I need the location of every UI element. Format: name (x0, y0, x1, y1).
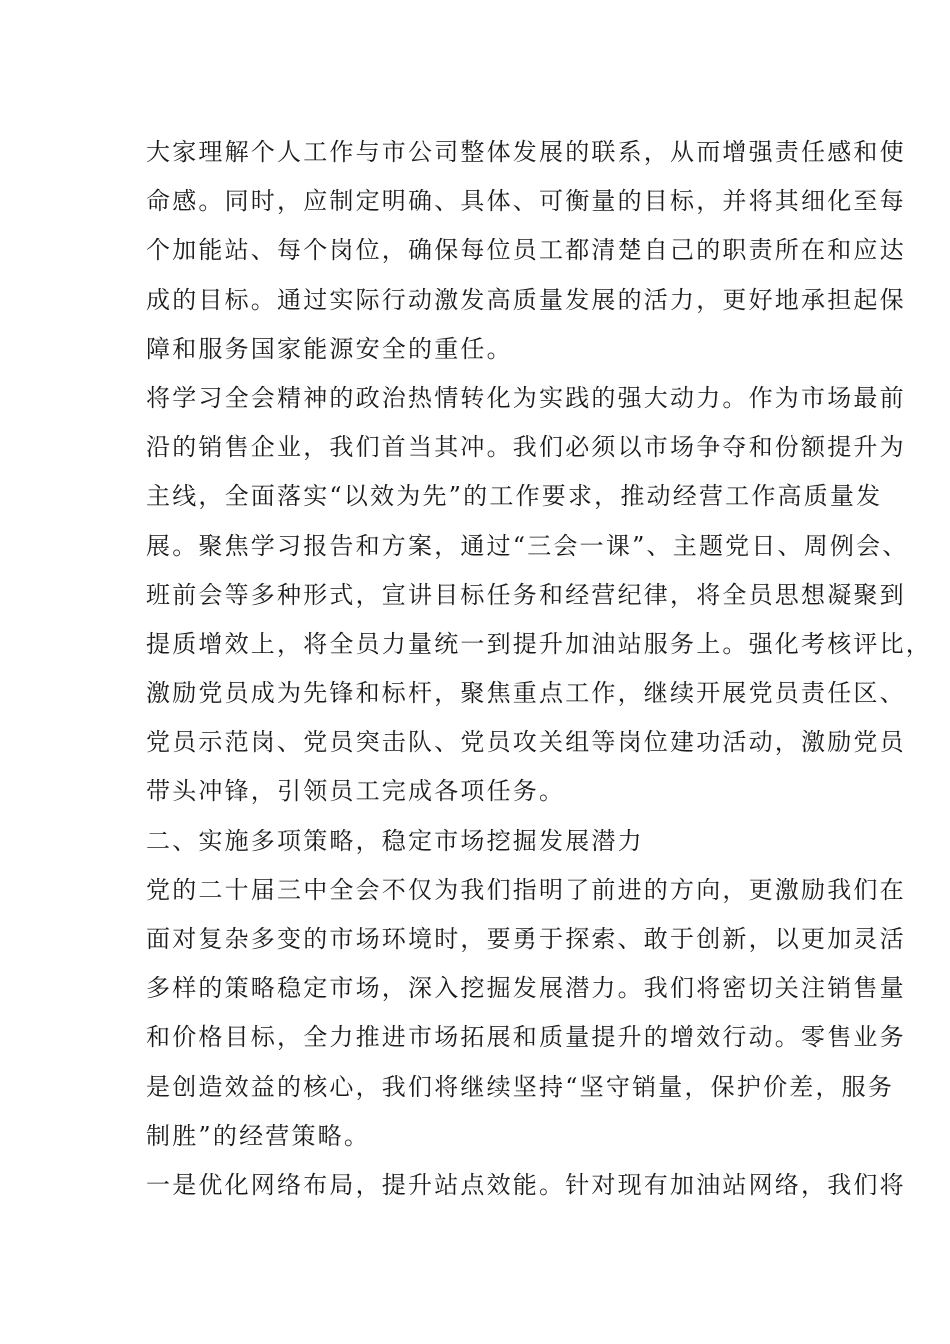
text-line: 主线，全面落实“以效为先”的工作要求，推动经营工作高质量发 (146, 482, 883, 511)
text-line: 成的目标。通过实际行动激发高质量发展的活力，更好地承担起保 (146, 285, 906, 314)
text-line: 沿的销售企业，我们首当其冲。我们必须以市场争夺和份额提升为 (146, 433, 906, 462)
text-line: 激励党员成为先锋和标杆，聚焦重点工作，继续开展党员责任区、 (146, 679, 906, 708)
text-line: 大家理解个人工作与市公司整体发展的联系，从而增强责任感和使 (146, 138, 906, 166)
document-body (146, 128, 932, 1210)
text-line: 提质增效上，将全员力量统一到提升加油站服务上。强化考核评比， (146, 629, 932, 658)
text-line: 面对复杂多变的市场环境时，要勇于探索、敢于创新，以更加灵活 (146, 925, 906, 953)
text-line: 个加能站、每个岗位，确保每位员工都清楚自己的职责所在和应达 (146, 236, 906, 265)
text-line: 和价格目标，全力推进市场拓展和质量提升的增效行动。零售业务 (146, 1023, 906, 1052)
text-line: 带头冲锋，引领员工完成各项任务。 (146, 777, 566, 806)
text-line: 班前会等多种形式，宣讲目标任务和经营纪律，将全员思想凝聚到 (146, 580, 906, 609)
text-line: 党员示范岗、党员突击队、党员攻关组等岗位建功活动，激励党员 (146, 728, 906, 757)
text-line: 制胜”的经营策略。 (146, 1121, 371, 1150)
text-line: 一是优化网络布局，提升站点效能。针对现有加油站网络，我们将 (146, 1170, 906, 1199)
text-line: 将学习全会精神的政治热情转化为实践的强大动力。作为市场最前 (146, 383, 906, 412)
text-line: 命感。同时，应制定明确、具体、可衡量的目标，并将其细化至每 (146, 187, 906, 216)
text-line: 展。聚焦学习报告和方案，通过“三会一课”、主题党日、周例会、 (146, 531, 909, 560)
text-line: 障和服务国家能源安全的重任。 (146, 334, 513, 363)
text-line: 党的二十届三中全会不仅为我们指明了前进的方向，更激励我们在 (146, 875, 906, 904)
section-heading: 二、实施多项策略，稳定市场挖掘发展潜力 (146, 826, 644, 855)
text-line: 是创造效益的核心，我们将继续坚持“坚守销量，保护价差，服务 (146, 1072, 895, 1101)
text-line: 多样的策略稳定市场，深入挖掘发展潜力。我们将密切关注销售量 (146, 974, 906, 1003)
